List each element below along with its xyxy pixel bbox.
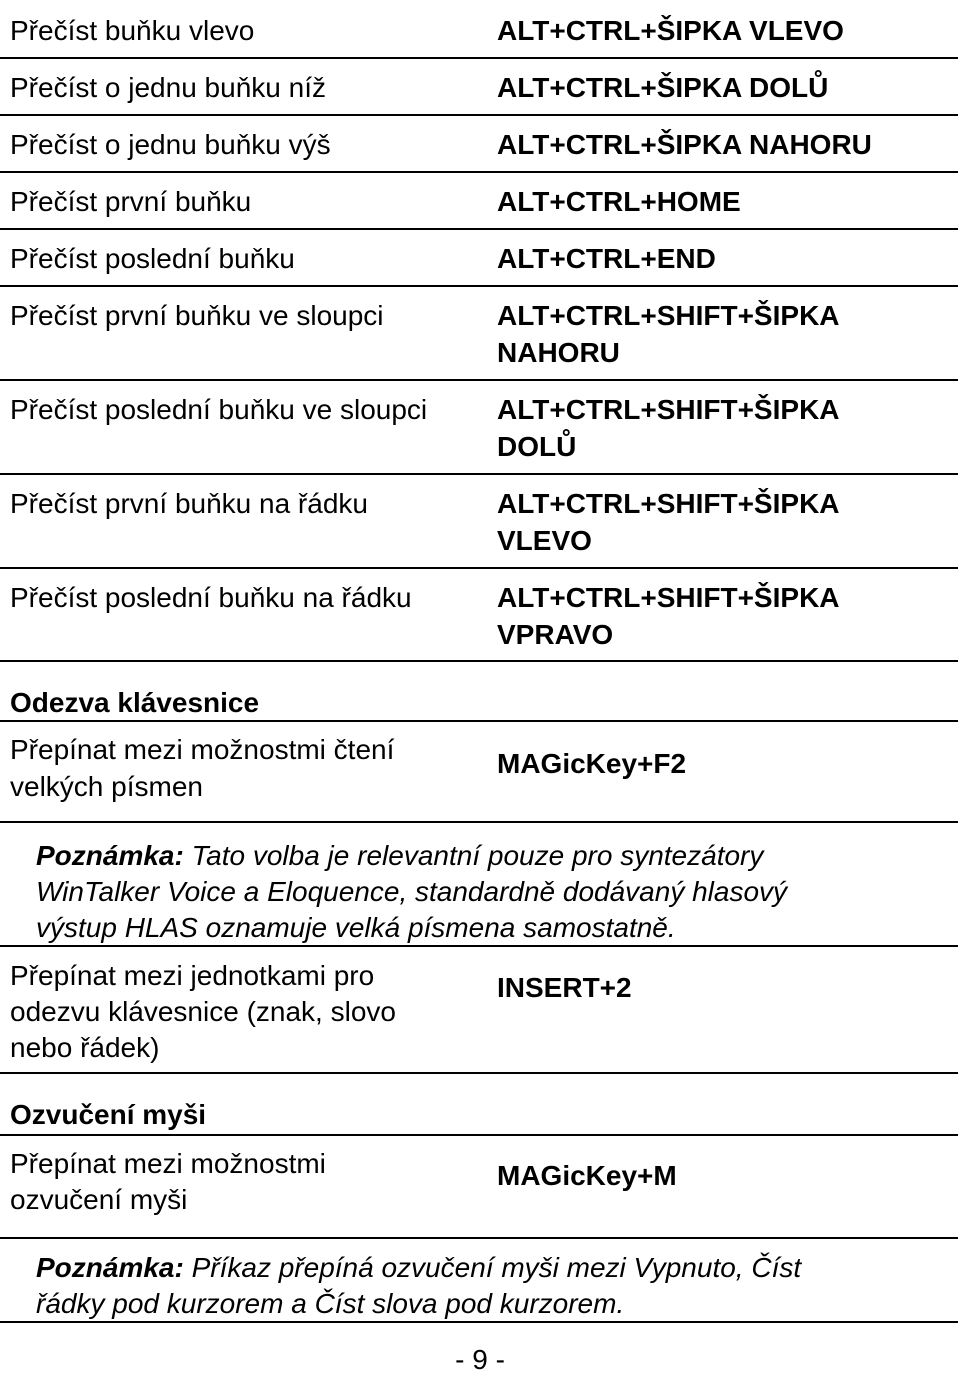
shortcut-key: ALT+CTRL+ŠIPKA DOLŮ [497, 72, 829, 103]
note-text: Příkaz přepíná ozvučení myši mezi Vypnuto, Číst [183, 1252, 802, 1283]
note-label: Poznámka: [36, 1252, 184, 1283]
shortcut-key-continued: NAHORU [497, 337, 620, 368]
shortcut-key-continued: VPRAVO [497, 619, 614, 650]
row-divider [0, 379, 958, 381]
note-mouse-echo-line-2: řádky pod kurzorem a Číst slova pod kurzorem. [36, 1288, 625, 1319]
section-title-mouse-echo: Ozvučení myši [10, 1099, 207, 1130]
row-divider [0, 171, 958, 173]
shortcut-key-continued: DOLŮ [497, 431, 577, 462]
shortcut-key: ALT+CTRL+SHIFT+ŠIPKA [497, 394, 840, 425]
shortcut-description: Přečíst o jednu buňku níž [10, 72, 326, 103]
note-mouse-echo [36, 1249, 928, 1286]
row-divider [0, 1237, 958, 1239]
shortcut-description: Přečíst první buňku ve sloupci [10, 300, 384, 331]
shortcut-key: ALT+CTRL+SHIFT+ŠIPKA [497, 300, 840, 331]
row-divider [0, 1134, 958, 1136]
shortcut-description-continued: odezvu klávesnice (znak, slovo [10, 996, 396, 1027]
shortcut-key-continued: VLEVO [497, 525, 592, 556]
shortcut-description: Přepínat mezi možnostmi [10, 1148, 326, 1179]
shortcut-description: Přečíst poslední buňku ve sloupci [10, 394, 428, 425]
row-divider [0, 473, 958, 475]
note-caps-synthesizers [36, 837, 928, 874]
page-number: - 9 - [455, 1344, 505, 1375]
row-divider [0, 114, 958, 116]
row-divider [0, 567, 958, 569]
note-label: Poznámka: [36, 840, 184, 871]
shortcut-description: Přečíst poslední buňku na řádku [10, 582, 412, 613]
shortcut-description-continued: ozvučení myši [10, 1184, 188, 1215]
note-caps-line-3: výstup HLAS oznamuje velká písmena samostatně. [36, 912, 676, 943]
shortcut-key: ALT+CTRL+SHIFT+ŠIPKA [497, 582, 840, 613]
note-text: Tato volba je relevantní pouze pro syntezátory [183, 840, 764, 871]
shortcut-key: ALT+CTRL+HOME [497, 186, 741, 217]
shortcut-key: INSERT+2 [497, 972, 632, 1003]
row-divider [0, 821, 958, 823]
shortcut-description: Přečíst o jednu buňku výš [10, 129, 331, 160]
row-divider [0, 945, 958, 947]
shortcut-key: MAGicKey+M [497, 1160, 677, 1191]
row-divider [0, 285, 958, 287]
shortcut-description: Přečíst první buňku na řádku [10, 488, 368, 519]
shortcut-key: ALT+CTRL+SHIFT+ŠIPKA [497, 488, 840, 519]
shortcut-description: Přečíst první buňku [10, 186, 252, 217]
row-divider [0, 1321, 958, 1323]
shortcut-description: Přečíst buňku vlevo [10, 15, 255, 46]
shortcut-key: ALT+CTRL+ŠIPKA NAHORU [497, 129, 872, 160]
row-divider [0, 57, 958, 59]
shortcut-description: Přepínat mezi možnostmi čtení [10, 734, 395, 765]
shortcut-description-continued: nebo řádek) [10, 1032, 160, 1063]
shortcut-description: Přepínat mezi jednotkami pro [10, 960, 375, 991]
row-divider [0, 228, 958, 230]
row-divider [0, 660, 958, 662]
shortcut-description-continued: velkých písmen [10, 771, 203, 802]
row-divider [0, 1072, 958, 1074]
shortcut-description: Přečíst poslední buňku [10, 243, 295, 274]
note-caps-line-2: WinTalker Voice a Eloquence, standardně dodávaný hlasový [36, 876, 788, 907]
shortcut-key: MAGicKey+F2 [497, 748, 687, 779]
shortcut-key: ALT+CTRL+ŠIPKA VLEVO [497, 15, 844, 46]
section-title-keyboard-echo: Odezva klávesnice [10, 687, 260, 718]
shortcut-key: ALT+CTRL+END [497, 243, 716, 274]
row-divider [0, 720, 958, 722]
